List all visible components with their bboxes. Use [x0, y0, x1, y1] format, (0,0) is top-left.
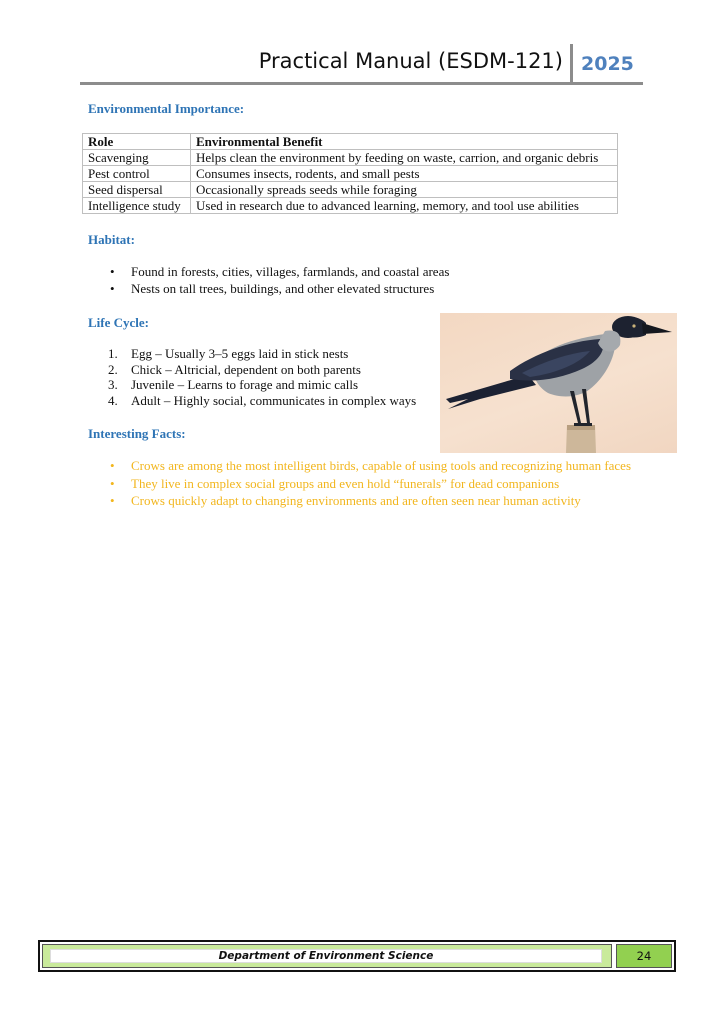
step-number: 2.: [108, 361, 118, 377]
habitat-heading: Habitat:: [88, 232, 135, 247]
header-rule: [80, 82, 643, 85]
step-text: Chick – Altricial, dependent on both parents: [131, 361, 361, 377]
list-item: • Found in forests, cities, villages, farmlands, and coastal areas: [108, 264, 449, 281]
table-cell-benefit: Consumes insects, rodents, and small pests: [191, 166, 618, 182]
table-header-benefit: Environmental Benefit: [191, 134, 618, 150]
life-cycle-list: [108, 346, 416, 408]
list-item: • Crows quickly adapt to changing environments and are often seen near human activity: [108, 493, 640, 510]
step-number: 1.: [108, 346, 118, 361]
list-item: • Crows are among the most intelligent birds, capable of using tools and recognizing human faces: [108, 458, 640, 475]
table-cell-role: Intelligence study: [83, 198, 191, 214]
table-row: [83, 182, 618, 198]
crow-photo: [440, 313, 677, 453]
table-cell-role: Pest control: [83, 166, 191, 182]
table-row: [83, 150, 618, 166]
table-cell-benefit: Used in research due to advanced learning, memory, and tool use abilities: [191, 198, 618, 214]
interesting-facts-heading: Interesting Facts:: [88, 426, 186, 441]
header-separator: [570, 44, 573, 82]
table-cell-role: Scavenging: [83, 150, 191, 166]
table-cell-benefit: Helps clean the environment by feeding on waste, carrion, and organic debris: [191, 150, 618, 166]
table-header-role: Role: [83, 134, 191, 150]
habitat-list: [108, 264, 449, 297]
list-item: • They live in complex social groups and even hold “funerals” for dead companions: [108, 476, 640, 493]
table-cell-benefit: Occasionally spreads seeds while foraging: [191, 182, 618, 198]
footer-band: [42, 944, 612, 968]
page-number: 24: [616, 944, 672, 968]
list-item: [108, 346, 416, 362]
table-cell-role: Seed dispersal: [83, 182, 191, 198]
life-cycle-heading: Life Cycle:: [88, 315, 150, 330]
crow-illustration: [440, 313, 677, 453]
page-header: [80, 44, 643, 84]
step-text: Egg – Usually 3–5 eggs laid in stick nests: [131, 346, 349, 361]
manual-title: Practical Manual (ESDM-121): [258, 49, 563, 73]
step-number: 3.: [108, 377, 118, 392]
environmental-importance-heading: Environmental Importance:: [88, 101, 245, 116]
table-row: [83, 166, 618, 182]
department-name: Department of Environment Science: [50, 949, 602, 963]
page-footer: [38, 940, 676, 972]
table-row: [83, 198, 618, 214]
step-text: Juvenile – Learns to forage and mimic calls: [131, 377, 359, 392]
list-item: [108, 377, 416, 393]
list-item: • Nests on tall trees, buildings, and other elevated structures: [108, 281, 449, 298]
environmental-benefit-table: [82, 133, 618, 214]
interesting-facts-list: [108, 458, 640, 511]
table-header-row: [83, 134, 618, 150]
step-text: Adult – Highly social, communicates in complex ways: [131, 392, 417, 408]
manual-year: 2025: [581, 53, 634, 75]
list-item: [108, 393, 416, 409]
list-item: [108, 362, 416, 378]
step-number: 4.: [108, 392, 118, 408]
